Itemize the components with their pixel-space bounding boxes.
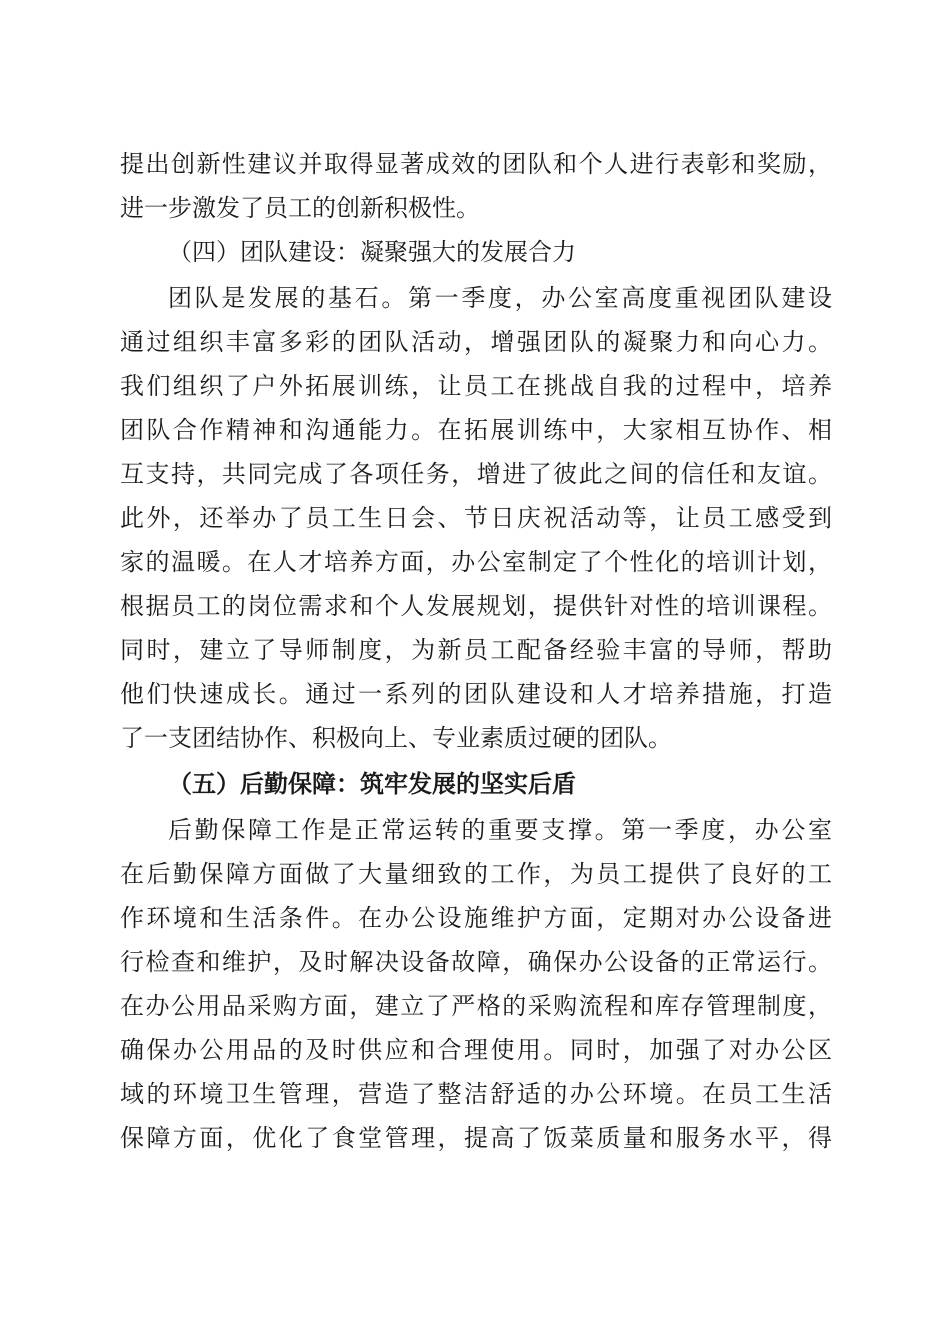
body-line-12: 同时，建立了导师制度，为新员工配备经验丰富的导师，帮助 xyxy=(120,636,832,664)
paragraph-start-line: 后勤保障工作是正常运转的重要支撑。第一季度，办公室 xyxy=(168,816,832,844)
body-line-11: 根据员工的岗位需求和个人发展规划，提供针对性的培训课程。 xyxy=(120,592,832,620)
section-heading-5: （五）后勤保障：筑牢发展的坚实后盾 xyxy=(168,769,576,798)
body-line-7: 团队合作精神和沟通能力。在拓展训练中，大家相互协作、相 xyxy=(120,416,832,444)
section-heading-4: （四）团队建设：凝聚强大的发展合力 xyxy=(168,238,576,266)
body-line-10: 家的温暖。在人才培养方面，办公室制定了个性化的培训计划， xyxy=(120,548,832,576)
body-line-6: 我们组织了户外拓展训练，让员工在挑战自我的过程中，培养 xyxy=(120,372,832,400)
body-line-22: 域的环境卫生管理，营造了整洁舒适的办公环境。在员工生活 xyxy=(120,1080,832,1108)
body-line-14: 了一支团结协作、积极向上、专业素质过硬的团队。 xyxy=(120,724,672,752)
body-line-18: 作环境和生活条件。在办公设施维护方面，定期对办公设备进 xyxy=(120,904,832,932)
body-line-8: 互支持，共同完成了各项任务，增进了彼此之间的信任和友谊。 xyxy=(120,460,832,488)
body-line-19: 行检查和维护，及时解决设备故障，确保办公设备的正常运行。 xyxy=(120,948,832,976)
body-line-2: 进一步激发了员工的创新积极性。 xyxy=(120,194,480,222)
paragraph-start-line: 团队是发展的基石。第一季度，办公室高度重视团队建设 xyxy=(168,284,832,312)
body-line-23: 保障方面，优化了食堂管理，提高了饭菜质量和服务水平，得 xyxy=(120,1124,832,1152)
body-line-13: 他们快速成长。通过一系列的团队建设和人才培养措施，打造 xyxy=(120,680,832,708)
body-line-9: 此外，还举办了员工生日会、节日庆祝活动等，让员工感受到 xyxy=(120,504,832,532)
body-line-21: 确保办公用品的及时供应和合理使用。同时，加强了对办公区 xyxy=(120,1036,832,1064)
body-line-1: 提出创新性建议并取得显著成效的团队和个人进行表彰和奖励， xyxy=(120,150,832,178)
body-line-20: 在办公用品采购方面，建立了严格的采购流程和库存管理制度， xyxy=(120,992,832,1020)
body-line-5: 通过组织丰富多彩的团队活动，增强团队的凝聚力和向心力。 xyxy=(120,328,832,356)
body-line-17: 在后勤保障方面做了大量细致的工作，为员工提供了良好的工 xyxy=(120,860,832,888)
